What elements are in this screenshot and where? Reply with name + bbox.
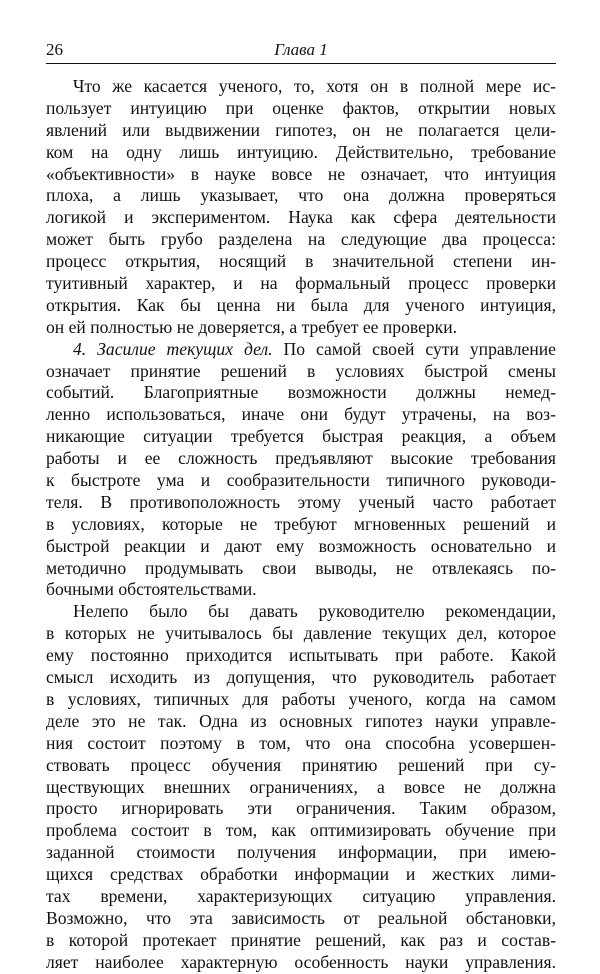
text-line: может быть грубо разделена на следующие два процесса:	[46, 229, 556, 250]
text-line: ществующих внешних ограничениях, а вовсе не должна	[46, 776, 556, 797]
header-rule	[46, 63, 556, 64]
text-line: явлений или выдвижении гипотез, он не полагается цели-	[46, 119, 556, 140]
text-line: теля. В противоположность этому ученый часто работает	[46, 491, 556, 512]
text-line: туитивный характер, и на формальный процесс проверки	[46, 273, 556, 294]
text-line: Нелепо было бы давать руководителю рекомендации,	[73, 601, 556, 622]
text-line: смысл исходить из допущения, что руководитель работает	[46, 667, 556, 688]
text-line: он ей полностью не доверяется, а требует ее проверки.	[46, 316, 458, 337]
text-line: Возможно, что эта зависимость от реальной обстановки,	[46, 907, 556, 928]
page	[46, 38, 556, 974]
section-heading-rest: По самой своей сути управление	[272, 338, 556, 359]
text-line: ком на одну лишь интуицию. Действительно, требование	[46, 141, 556, 162]
text-line: в условиях, которые не требуют мгновенных решений и	[46, 513, 556, 534]
text-line: быстрой реакции и дают ему возможность основательно и	[46, 535, 556, 556]
text-line: ствовать процесс обучения принятию решений при су-	[46, 754, 556, 775]
text-line: ляет наиболее характерную особенность науки управления.	[46, 951, 556, 972]
text-line: означает принятие решений в условиях быстрой смены	[46, 360, 556, 381]
text-line: событий. Благоприятные возможности должны немед-	[46, 382, 556, 403]
text-line: Что же касается ученого, то, хотя он в полной мере ис-	[73, 76, 556, 96]
paragraph	[46, 601, 556, 973]
text-line: к быстроте ума и сообразительности типичного руководи-	[46, 470, 556, 491]
text-line: заданной стоимости получения информации, при имею-	[46, 842, 556, 863]
text-line: проблема состоит в том, как оптимизировать обучение при	[46, 820, 556, 841]
text-line: процесс открытия, носящий в значительной степени ин-	[46, 251, 556, 272]
body-text	[46, 76, 556, 974]
paragraph	[46, 339, 556, 602]
section-heading: 4. Засилие текущих дел.	[73, 338, 273, 359]
text-line: тах времени, характеризующих ситуацию управления.	[46, 885, 556, 906]
chapter-title: Глава 1	[274, 40, 328, 59]
text-line: бочными обстоятельствами.	[46, 579, 257, 600]
text-line: деле это не так. Одна из основных гипотез науки управле-	[46, 710, 556, 731]
page-number: 26	[46, 40, 63, 59]
text-line: «объективности» в науке вовсе не означает, что интуиция	[46, 163, 556, 184]
text-line: просто игнорировать эти ограничения. Таким образом,	[46, 798, 556, 819]
text-line: щихся средствах обработки информации и жестких лими-	[46, 864, 556, 885]
text-line: никающие ситуации требуется быстрая реакция, а объем	[46, 426, 556, 447]
text-line: работы и ее сложность предъявляют высокие требования	[46, 448, 556, 469]
text-line: пользует интуицию при оценке фактов, открытии новых	[46, 97, 556, 118]
text-line: ему постоянно приходится испытывать при работе. Какой	[46, 645, 556, 666]
text-line: в которых не учитывалось бы давление текущих дел, которое	[46, 623, 556, 644]
running-head	[46, 38, 556, 62]
text-line	[46, 339, 556, 361]
text-line: методично продумывать свои выводы, не отвлекаясь по-	[46, 557, 556, 578]
paragraph	[46, 76, 556, 339]
text-line: в которой протекает принятие решений, как раз и состав-	[46, 929, 556, 950]
text-line: плоха, а лишь указывает, что она должна проверяться	[46, 185, 556, 206]
text-line: в условиях, типичных для работы ученого, когда на самом	[46, 688, 556, 709]
text-line: открытия. Как бы ценна ни была для ученого интуиция,	[46, 294, 556, 315]
text-line: ленно использоваться, иначе они будут утрачены, на воз-	[46, 404, 556, 425]
text-line: логикой и экспериментом. Наука как сфера деятельности	[46, 207, 556, 228]
text-line: ния состоит поэтому в том, что она способна усовершен-	[46, 732, 556, 753]
